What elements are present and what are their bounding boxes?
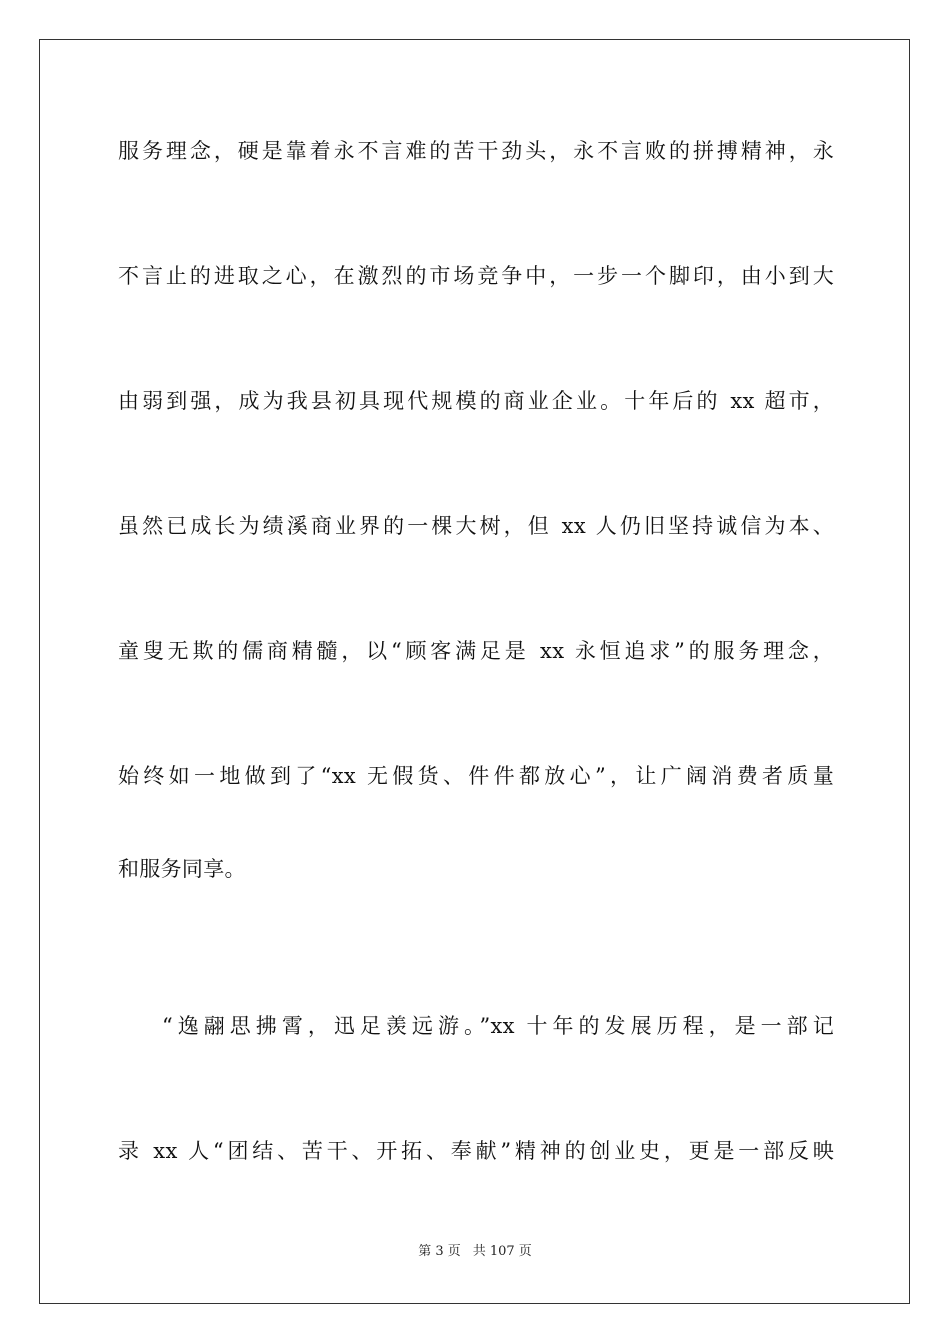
body-text-line: 不言止的进取之心，在激烈的市场竞争中，一步一个脚印，由小到大 xyxy=(118,264,834,288)
body-text-line: 童叟无欺的儒商精髓，以“顾客满足是 xx 永恒追求”的服务理念， xyxy=(118,639,834,663)
body-text-line: 虽然已成长为绩溪商业界的一棵大树，但 xx 人仍旧坚持诚信为本、 xyxy=(118,514,834,538)
body-text-line: 由弱到强，成为我县初具现代规模的商业企业。十年后的 xx 超市， xyxy=(118,389,834,413)
total-pages: 共 107 页 xyxy=(472,1244,532,1259)
page-border xyxy=(39,39,910,1304)
body-text-line-paragraph-start: “逸翮思拂霄，迅足羡远游。”xx 十年的发展历程，是一部记 xyxy=(162,1014,834,1038)
body-text-line: 服务理念，硬是靠着永不言难的苦干劲头，永不言败的拼搏精神，永 xyxy=(118,139,834,163)
body-text-line-paragraph-end: 和服务同享。 xyxy=(118,857,246,881)
body-text-line: 始终如一地做到了“xx 无假货、件件都放心”，让广阔消费者质量 xyxy=(118,764,834,788)
page-footer xyxy=(0,1244,950,1260)
body-text-line: 录 xx 人“团结、苦干、开拓、奉献”精神的创业史，更是一部反映 xyxy=(118,1139,834,1163)
page-number: 第 3 页 xyxy=(418,1244,461,1259)
